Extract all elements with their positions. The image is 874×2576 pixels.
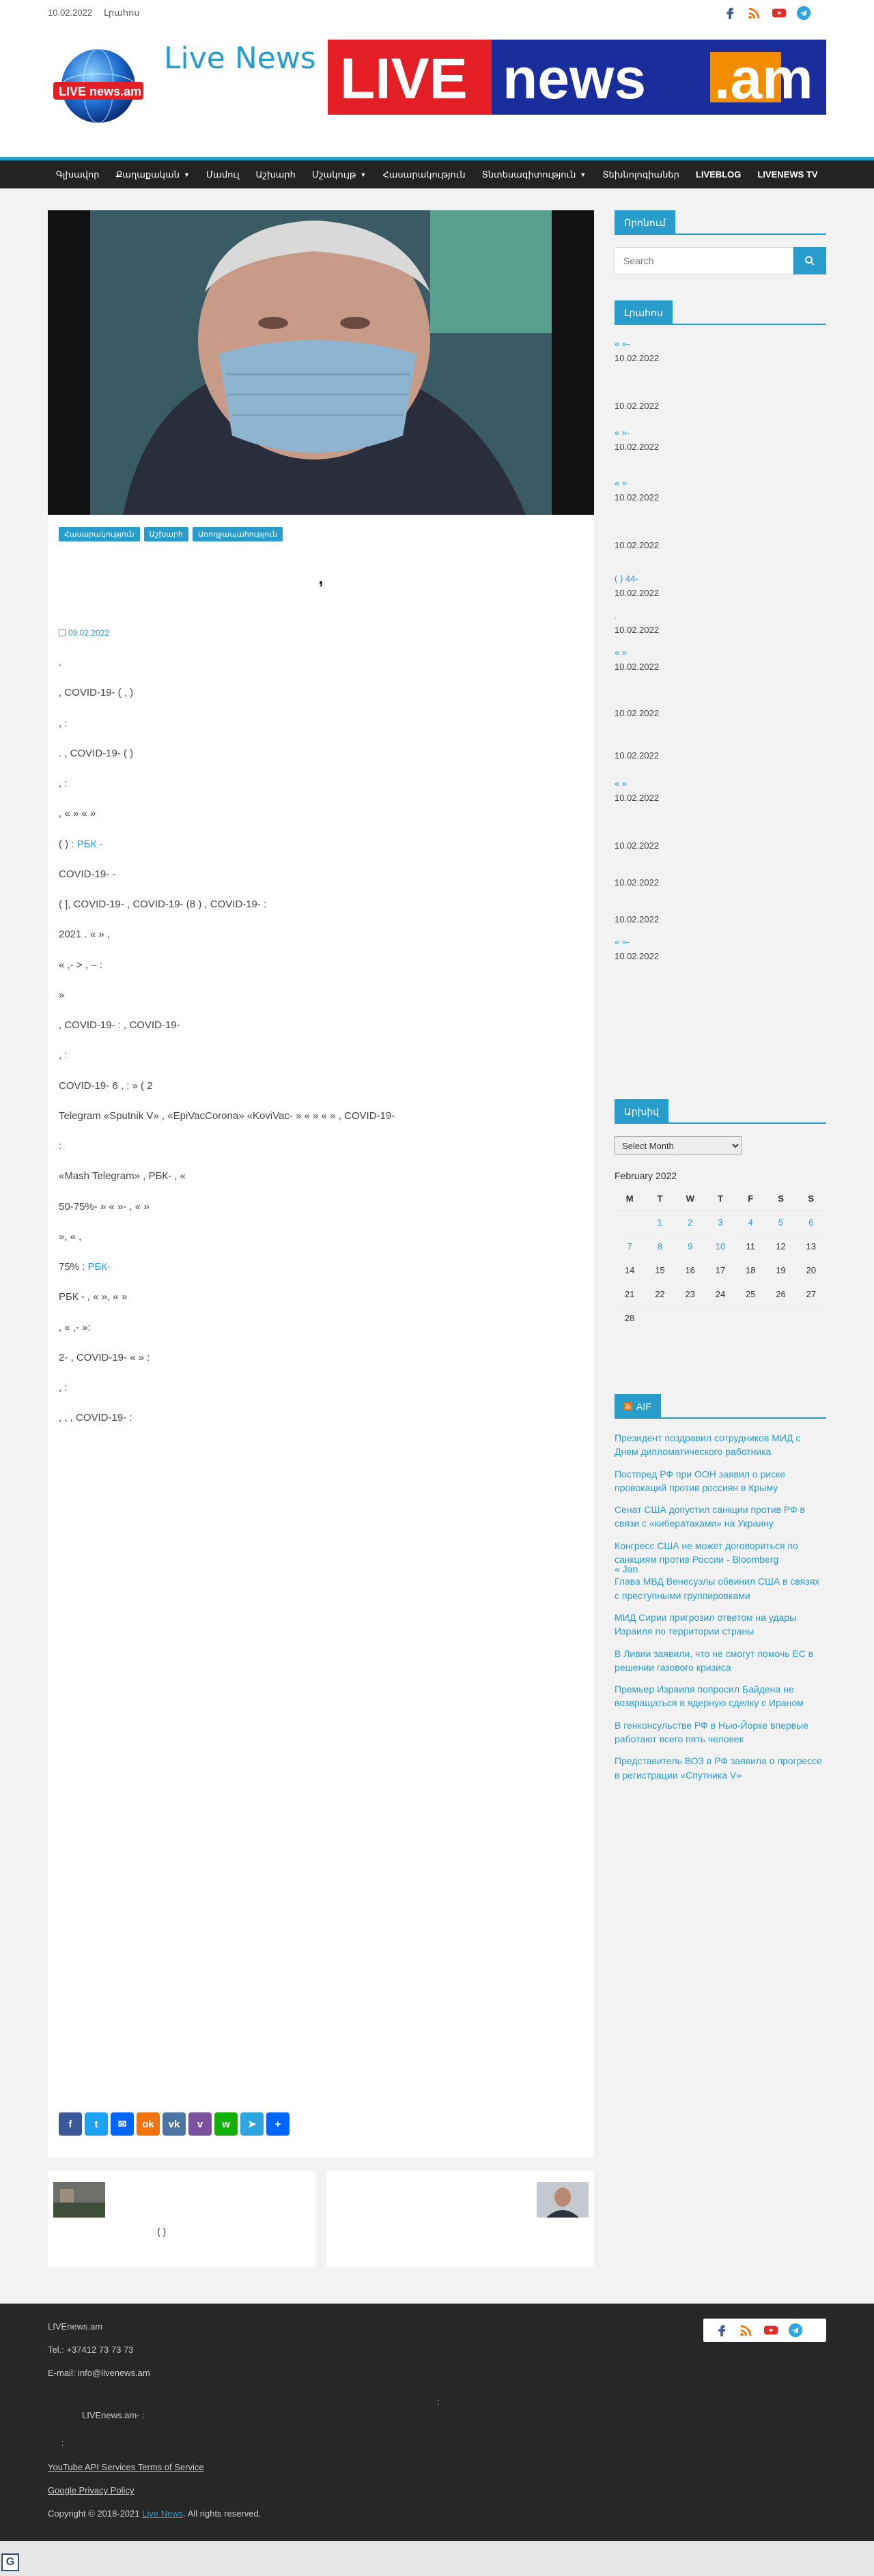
news-item-date: 10.02.2022 <box>615 352 660 363</box>
rss-item[interactable]: Конгресс США не может договориться по санкциям против России - Bloomberg <box>615 1540 798 1566</box>
svg-text:news: news <box>503 46 647 111</box>
article-paragraph: 50-75%- » « »- , « » <box>59 1200 150 1213</box>
rss-widget-title: AIF <box>615 1394 826 1419</box>
nav-item-4[interactable]: Մշակույթ ▼ <box>311 169 367 180</box>
featured-image <box>48 210 594 515</box>
nav-item-2[interactable]: Մամուլ <box>206 169 240 180</box>
article-paragraph: 2021 . « » , <box>59 929 111 941</box>
site-logo[interactable] <box>49 46 147 131</box>
rss-icon[interactable] <box>747 5 762 20</box>
article-paragraph: « ,- > , – : <box>59 959 102 971</box>
footer-rss-icon[interactable] <box>739 2323 754 2338</box>
latest-news-item[interactable] <box>615 735 826 763</box>
calendar-day: 25 <box>735 1282 765 1306</box>
footer-note-line-1: : <box>437 2396 440 2407</box>
search-widget <box>615 210 826 285</box>
share-icon: + <box>274 2118 281 2130</box>
article-paragraph: , : <box>59 1382 68 1393</box>
svg-text:.am: .am <box>714 46 813 111</box>
article-paragraph: COVID-19- - <box>59 868 116 880</box>
latest-news-item[interactable]: « » 10.02.2022 <box>615 778 660 803</box>
article-paragraph: 2- , COVID-19- « » : <box>59 1351 150 1363</box>
calendar-day: 15 <box>645 1258 675 1282</box>
site-header <box>0 26 874 157</box>
telegram-icon[interactable] <box>796 5 811 20</box>
copyright: Copyright © 2018-2021 Live News. All rights reserved. <box>48 2508 262 2519</box>
calendar-weekday: S <box>796 1187 826 1211</box>
search-widget-title: Որոնում <box>615 210 826 235</box>
footer-phone: Tel.: +37412 73 73 73 <box>48 2345 134 2355</box>
svg-text:LIVE news.am: LIVE news.am <box>59 85 142 98</box>
nav-item-0[interactable]: Գլխավոր <box>56 169 100 180</box>
calendar-day[interactable]: 2 <box>675 1211 705 1234</box>
latest-news-item[interactable] <box>615 825 826 853</box>
calendar-day: 16 <box>675 1258 705 1282</box>
news-item-date: 10.02.2022 <box>615 661 660 672</box>
latest-news-item[interactable] <box>615 385 826 414</box>
article-paragraph: , : <box>59 778 68 789</box>
calendar-weekday: S <box>765 1187 795 1211</box>
calendar-day[interactable]: 5 <box>765 1211 795 1234</box>
calendar-previous-month-link[interactable]: « Jan <box>615 1563 638 1574</box>
news-item-date: 10.02.2022 <box>615 750 660 761</box>
rss-item[interactable]: Президент поздравил сотрудников МИД с Днем дипломатического работника <box>615 1432 801 1458</box>
whatsapp-share-button[interactable] <box>214 2112 238 2136</box>
latest-news-item[interactable]: « »- 10.02.2022 <box>615 339 660 363</box>
latest-news-item[interactable]: « »- 10.02.2022 <box>615 427 660 452</box>
article-paragraph: , : <box>59 1049 68 1062</box>
news-item-date: 10.02.2022 <box>615 539 660 550</box>
calendar-icon <box>59 629 66 636</box>
calendar-day[interactable]: 3 <box>705 1211 735 1234</box>
article-paragraph: », « , <box>59 1230 82 1243</box>
top-bar <box>0 0 874 26</box>
rss-item[interactable]: Премьер Израиля попросил Байдена не возвращаться в ядерную сделку с Ираном <box>615 1684 804 1709</box>
calendar-caption: February 2022 <box>615 1170 677 1181</box>
calendar-day: 12 <box>765 1234 795 1258</box>
category-badge[interactable]: Առողջապահություն <box>193 527 283 541</box>
viber-icon: v <box>197 2118 203 2130</box>
calendar-day[interactable]: 8 <box>645 1234 675 1258</box>
latest-news-item[interactable] <box>615 898 826 927</box>
next-post-thumbnail <box>537 2182 589 2218</box>
article-paragraph: 75% : РБК- <box>59 1261 111 1273</box>
news-item-date: 10.02.2022 <box>615 587 660 598</box>
rss-icon <box>624 1402 632 1411</box>
calendar-weekday: W <box>675 1187 705 1211</box>
vk-share-button[interactable] <box>163 2112 186 2136</box>
previous-post-thumbnail <box>53 2182 105 2218</box>
svg-text:LIVE: LIVE <box>340 46 468 111</box>
post-date-link[interactable]: 09.02.2022 <box>68 628 110 638</box>
article-paragraph: , : <box>59 717 68 729</box>
news-item-date: 10.02.2022 <box>615 792 660 803</box>
current-date: 10.02.2022 <box>48 8 93 18</box>
news-item-date: 10.02.2022 <box>615 877 660 888</box>
nav-item-9[interactable]: LIVENEWS TV <box>757 169 818 180</box>
news-item-date: 10.02.2022 <box>615 624 660 635</box>
article-paragraph: . <box>59 657 62 668</box>
next-post[interactable] <box>326 2171 594 2267</box>
recaptcha-badge-icon[interactable]: G <box>1 2553 19 2571</box>
calendar-day: 22 <box>645 1282 675 1306</box>
latest-news-item[interactable]: « » 10.02.2022 <box>615 647 660 672</box>
facebook-icon[interactable] <box>722 5 737 20</box>
search-input[interactable] <box>615 247 793 274</box>
nav-item-8[interactable]: LIVEBLOG <box>695 169 742 180</box>
article-paragraph: «Mash Telegram» , РБК- , « <box>59 1170 186 1183</box>
latest-news-widget-title: Լրահոս <box>615 300 826 325</box>
site-footer <box>0 2304 874 2541</box>
footer-social-links <box>703 2319 826 2342</box>
latest-news-item[interactable]: « » 10.02.2022 <box>615 478 660 503</box>
news-item-date: 10.02.2022 <box>615 707 660 718</box>
site-title[interactable]: Live News <box>164 41 316 76</box>
previous-post-title: ( ) <box>157 2226 167 2237</box>
search-button[interactable] <box>793 247 826 274</box>
main-navigation <box>0 157 874 188</box>
news-item-date: 10.02.2022 <box>615 950 660 961</box>
youtube-icon[interactable] <box>772 5 787 20</box>
calendar-day <box>645 1306 675 1330</box>
search-icon <box>804 255 816 267</box>
telegram-icon: ➤ <box>247 2119 257 2130</box>
article-paragraph: : <box>59 1140 62 1152</box>
rss-item[interactable]: МИД Сирии пригрозил ответом на удары Израиля по территории страны <box>615 1611 797 1637</box>
calendar-day[interactable]: 4 <box>735 1211 765 1234</box>
article-paragraph: ( ) : РБК - <box>59 838 103 850</box>
twitter-share-button[interactable] <box>85 2112 108 2136</box>
article-paragraph: . , COVID-19- ( ) <box>59 747 134 759</box>
calendar-day[interactable]: 1 <box>645 1211 675 1234</box>
calendar-day <box>796 1306 826 1330</box>
calendar-day[interactable]: 7 <box>615 1234 645 1258</box>
post-navigation <box>48 2171 594 2267</box>
calendar-day <box>735 1306 765 1330</box>
nav-item-6[interactable]: Տնտեսագիտություն ▼ <box>481 169 587 180</box>
archive-widget-title: Արխիվ <box>615 1099 826 1124</box>
rss-item[interactable]: Постпред РФ при ООН заявил о риске провокаций против россиян в Крыму <box>615 1468 786 1493</box>
email-share-button[interactable] <box>111 2112 134 2136</box>
vk-icon: vk <box>168 2118 180 2130</box>
article-body <box>59 654 583 1440</box>
bottom-strip <box>0 2541 874 2576</box>
latest-news-widget <box>615 300 826 1024</box>
latest-news-item[interactable] <box>615 862 826 890</box>
calendar-day: 23 <box>675 1282 705 1306</box>
calendar-weekday: M <box>615 1187 645 1211</box>
news-item-date: 10.02.2022 <box>615 914 660 924</box>
source-link[interactable]: РБК - <box>76 838 103 850</box>
footer-note-line-3: : <box>61 2437 64 2448</box>
calendar-day: 18 <box>735 1258 765 1282</box>
facebook-share-button[interactable] <box>59 2112 82 2136</box>
latest-news-item[interactable]: . 10.02.2022 <box>615 610 660 635</box>
latest-news-item[interactable] <box>615 524 826 553</box>
footer-email: E-mail: info@livenews.am <box>48 2368 150 2378</box>
calendar-weekday: F <box>735 1187 765 1211</box>
rss-item[interactable]: Представитель ВОЗ в РФ заявила о прогрессе в регистрации «Спутника V» <box>615 1755 823 1781</box>
calendar-day: 14 <box>615 1258 645 1282</box>
news-item-date: 10.02.2022 <box>615 400 660 411</box>
post-date <box>59 628 109 638</box>
odnoklassniki-icon: ok <box>142 2118 154 2130</box>
rss-item[interactable]: Глава МВД Венесуэлы обвинил США в связях с преступными группировками <box>615 1576 820 1601</box>
calendar-day[interactable]: 9 <box>675 1234 705 1258</box>
calendar-day <box>675 1306 705 1330</box>
rss-item[interactable]: Сенат США допустил санкции против РФ в связи с «кибератаками» на Украину <box>615 1504 805 1529</box>
article-paragraph: , « » « » <box>59 808 96 820</box>
footer-youtube-icon[interactable] <box>763 2323 778 2338</box>
article-paragraph: , COVID-19- : , COVID-19- <box>59 1019 180 1031</box>
category-badge[interactable]: Աշխարհ <box>144 527 188 541</box>
calendar-day: 26 <box>765 1282 795 1306</box>
calendar-day: 24 <box>705 1282 735 1306</box>
category-badge[interactable]: Հասարակություն <box>59 527 140 541</box>
article-paragraph: , « ,- »: <box>59 1321 91 1333</box>
footer-note-line-2: LIVEnews.am- : <box>82 2410 145 2420</box>
chevron-down-icon: ▼ <box>580 171 587 178</box>
calendar-day: 28 <box>615 1306 645 1330</box>
nav-item-5[interactable]: Հասարակություն <box>382 169 466 180</box>
youtube-terms-link[interactable]: YouTube API Services Terms of Service <box>48 2462 204 2472</box>
nav-item-7[interactable]: Տեխնոլոգիաներ <box>602 169 679 180</box>
calendar-day: 11 <box>735 1234 765 1258</box>
latest-news-item[interactable]: ( ) 44- 10.02.2022 <box>615 574 660 598</box>
calendar-day: 27 <box>796 1282 826 1306</box>
article-paragraph: ( ], COVID-19- , COVID-19- (8 ) , COVID-19- : <box>59 898 267 910</box>
article-paragraph: , COVID-19- ( , ) <box>59 687 134 699</box>
article-paragraph: COVID-19- 6 , : » ( 2 <box>59 1079 153 1092</box>
article-paragraph: Telegram «Sputnik V» , «EpiVacCorona» «KoviVac- » « » « » , COVID-19- <box>59 1109 395 1122</box>
calendar-day <box>765 1306 795 1330</box>
chevron-down-icon: ▼ <box>183 171 190 178</box>
news-item-date: 10.02.2022 <box>615 441 660 452</box>
calendar-day[interactable]: 6 <box>796 1211 826 1234</box>
archive-month-select[interactable] <box>615 1136 742 1155</box>
latest-news-item[interactable] <box>615 692 826 721</box>
share-share-button[interactable] <box>266 2112 290 2136</box>
calendar-weekday: T <box>645 1187 675 1211</box>
calendar-day: 17 <box>705 1258 735 1282</box>
google-privacy-link[interactable]: Google Privacy Policy <box>48 2485 135 2495</box>
share-buttons <box>59 2112 290 2136</box>
twitter-icon: t <box>94 2118 98 2130</box>
footer-site-name: LIVEnews.am <box>48 2321 103 2332</box>
calendar-day: 13 <box>796 1234 826 1258</box>
telegram-share-button[interactable] <box>240 2112 264 2136</box>
calendar-day <box>615 1211 645 1234</box>
news-item-date: 10.02.2022 <box>615 840 660 851</box>
calendar-day[interactable]: 10 <box>705 1234 735 1258</box>
nav-list <box>48 160 826 188</box>
rss-item[interactable]: В генконсульстве РФ в Нью-Йорке впервые работают всего пять человек <box>615 1719 808 1745</box>
source-link[interactable]: РБК- <box>87 1261 111 1273</box>
article-container <box>48 210 594 2157</box>
header-banner[interactable] <box>328 40 826 115</box>
latest-news-item[interactable]: « »- 10.02.2022 <box>615 937 660 961</box>
email-icon: ✉ <box>117 2119 127 2130</box>
whatsapp-icon: w <box>222 2118 230 2130</box>
viber-share-button[interactable] <box>188 2112 212 2136</box>
facebook-icon: f <box>68 2118 72 2130</box>
article-paragraph: РБК - , « », « » <box>59 1291 128 1303</box>
rss-item[interactable]: В Ливии заявили, что не смогут помочь ЕС в решении газового кризиса <box>615 1647 814 1673</box>
calendar-weekday: T <box>705 1187 735 1211</box>
calendar-day: 19 <box>765 1258 795 1282</box>
rss-widget <box>615 1394 826 1781</box>
rss-list <box>615 1431 826 1790</box>
latest-news-link[interactable]: Լրահոս <box>104 8 140 18</box>
footer-telegram-icon[interactable] <box>788 2323 803 2338</box>
calendar-day <box>705 1306 735 1330</box>
article-paragraph: » <box>59 989 65 1001</box>
calendar-day: 21 <box>615 1282 645 1306</box>
post-title: , <box>318 567 324 588</box>
nav-item-3[interactable]: Աշխարհ <box>255 169 296 180</box>
calendar <box>615 1187 826 1331</box>
social-links <box>722 5 811 20</box>
article-paragraph: , , , COVID-19- : <box>59 1412 132 1424</box>
post-categories <box>59 527 283 541</box>
news-item-date: 10.02.2022 <box>615 492 660 503</box>
odnoklassniki-share-button[interactable] <box>137 2112 160 2136</box>
footer-facebook-icon[interactable] <box>714 2323 729 2338</box>
nav-item-1[interactable]: Քաղաքական ▼ <box>115 169 190 180</box>
previous-post[interactable] <box>48 2171 315 2267</box>
calendar-day: 20 <box>796 1258 826 1282</box>
copyright-site-link[interactable]: Live News <box>142 2508 184 2519</box>
chevron-down-icon: ▼ <box>360 171 367 178</box>
